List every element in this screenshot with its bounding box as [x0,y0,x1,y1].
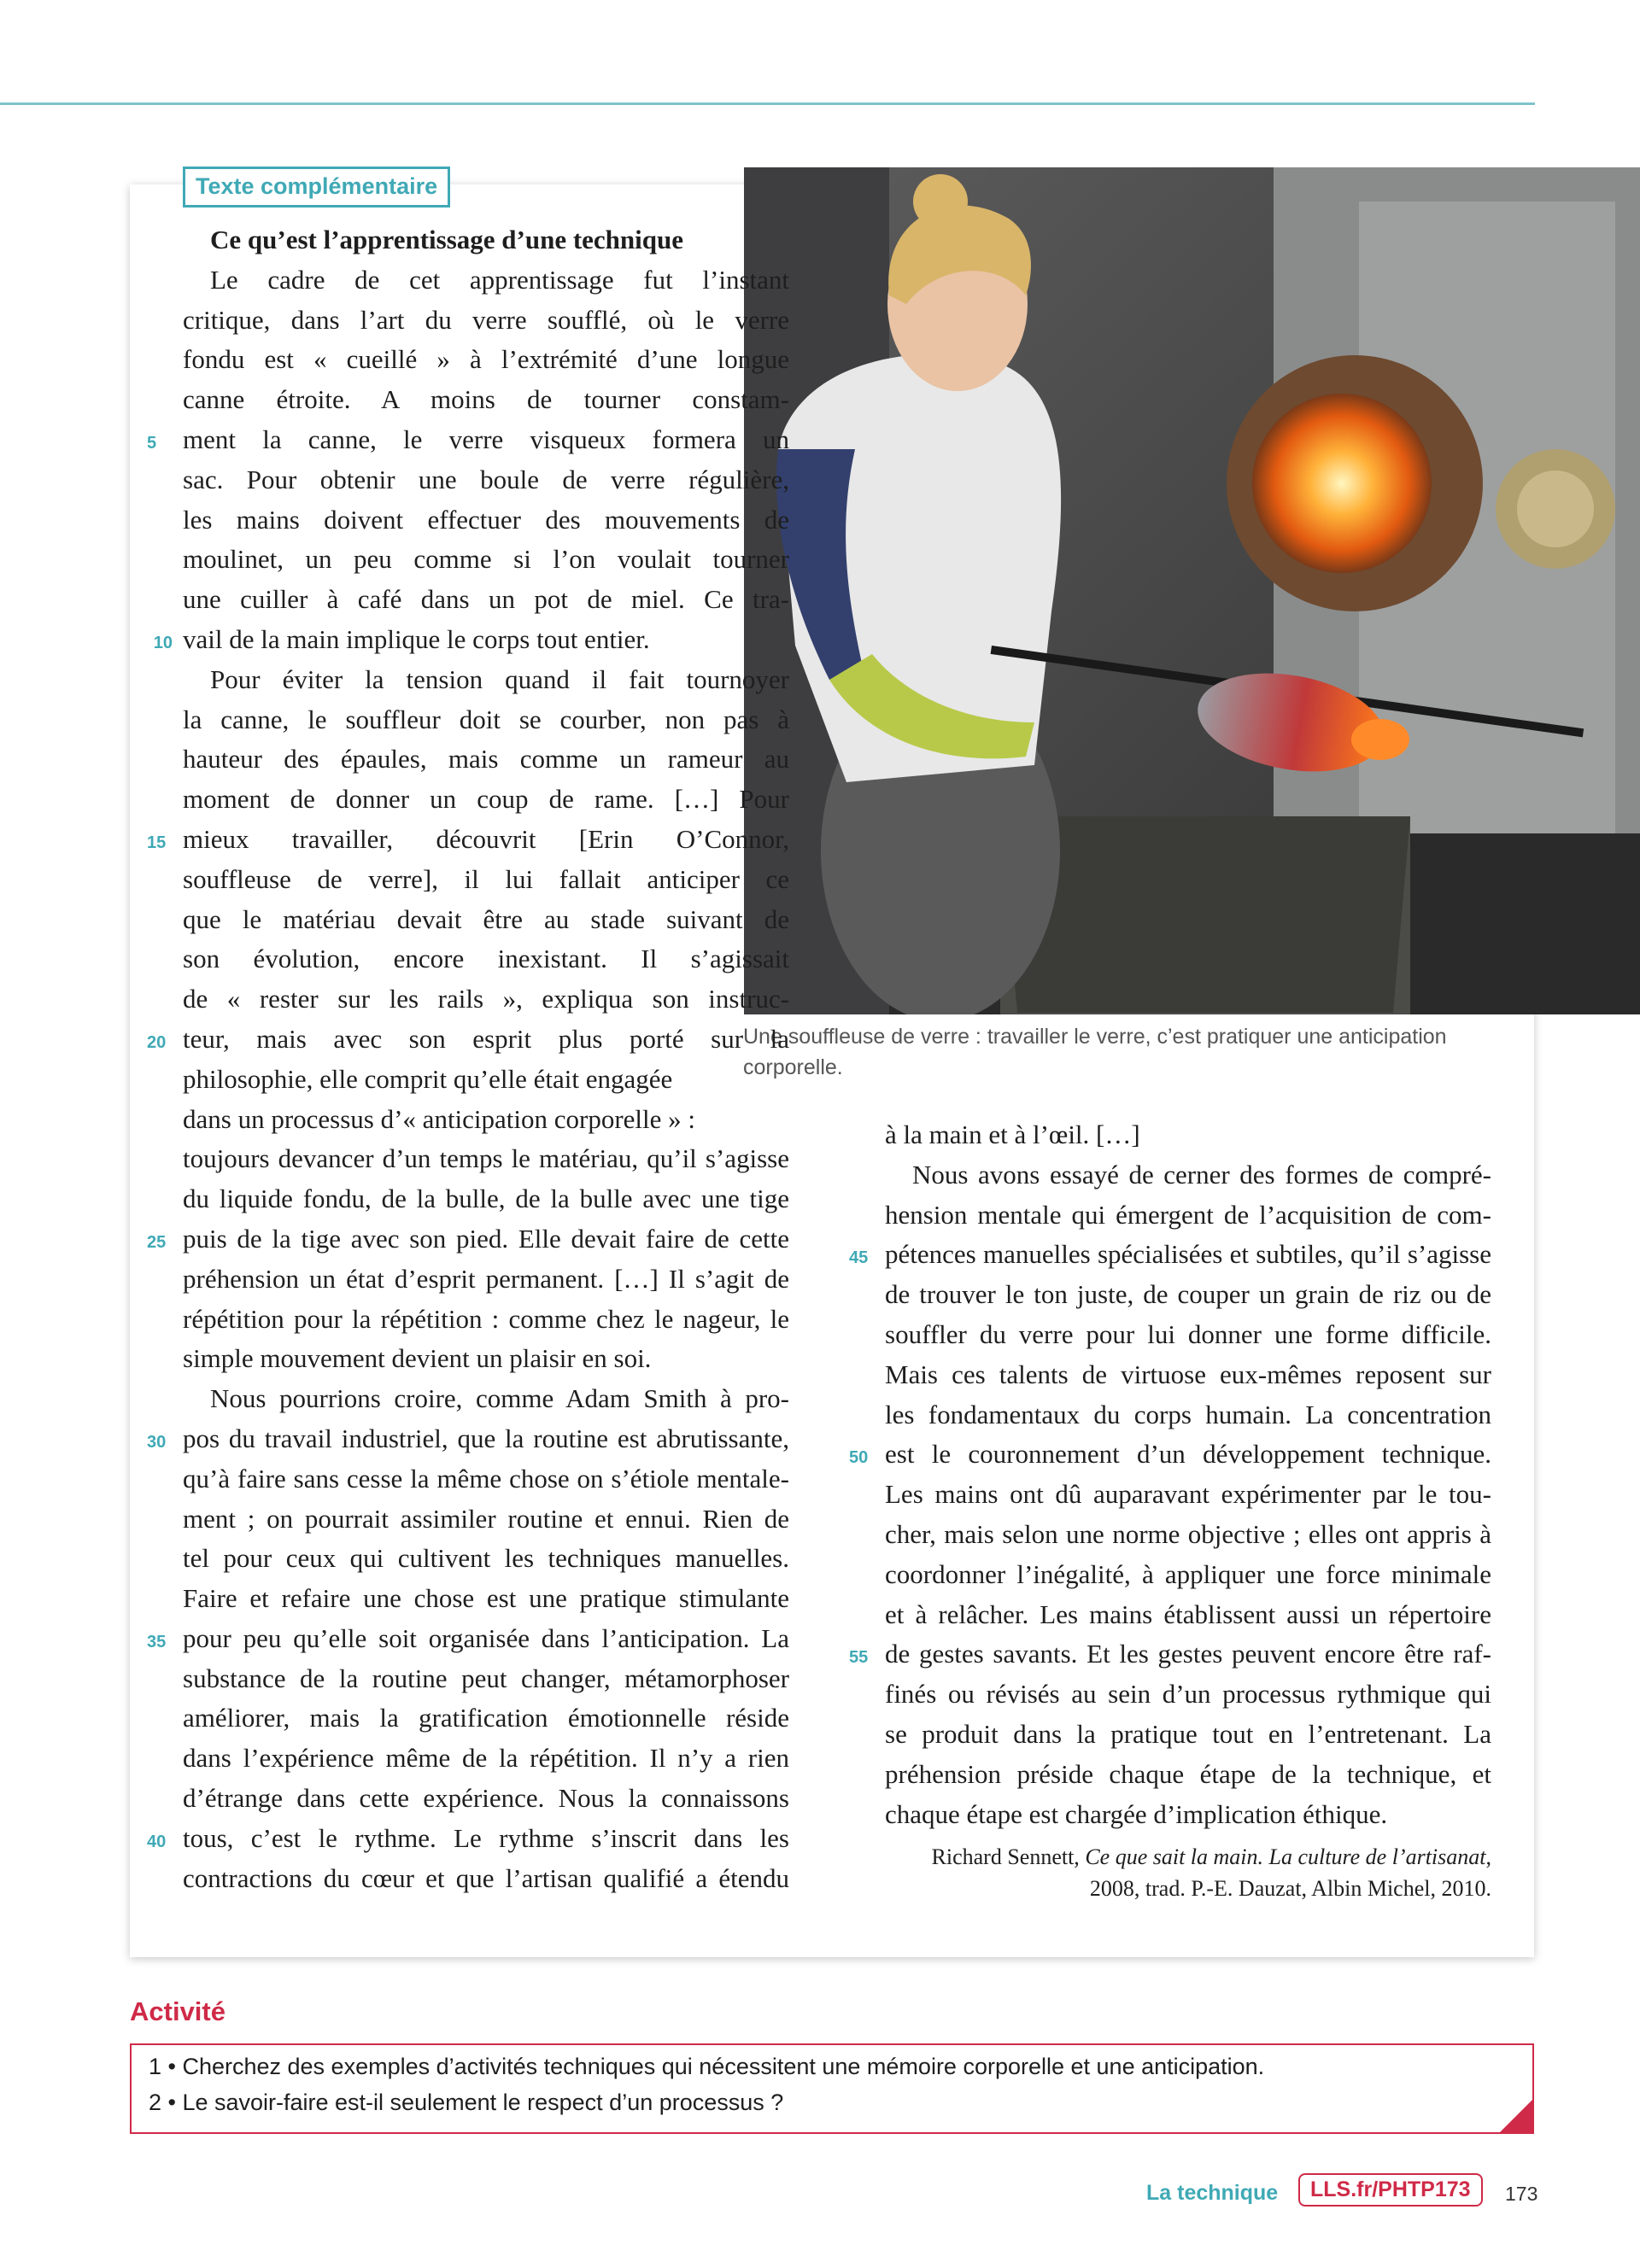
text-line [849,1435,1491,1475]
text-line [885,1755,1491,1795]
line-text: les fondamentaux du corps humain. La concentration [885,1399,1491,1429]
text-line [183,1300,789,1340]
text-line [885,1275,1491,1315]
text-line [147,1020,789,1060]
text-line [183,260,789,301]
top-rule [0,102,1535,105]
left-lines [147,260,789,1899]
text-line [183,1779,789,1819]
line-text: préhension un état d’esprit permanent. […] Il s’agit de [183,1263,789,1294]
line-text: philosophie, elle comprit qu’elle était engagée [183,1063,673,1094]
line-number: 10 [153,633,173,652]
text-line [183,1260,789,1300]
line-text: pos du travail industriel, que la routine est abrutissante, [183,1423,789,1453]
line-number: 15 [147,833,167,852]
line-text: de gestes savants. Et les gestes peuvent encore être raf- [885,1639,1491,1669]
line-text: Les mains ont dû auparavant expérimenter par le tou- [885,1479,1491,1510]
line-text: améliorer, mais la gratification émotionnelle réside [183,1703,789,1733]
line-text: moment de donner un coup de rame. […] Pour [183,784,789,815]
text-line [183,939,789,979]
activity-item: 1 • Cherchez des exemples d’activités techniques qui nécessitent une mémoire corporelle et une anticipation. [149,2054,1265,2079]
text-line [183,1139,789,1179]
activity-box [130,2043,1534,2134]
line-text: Nous avons essayé de cerner des formes de compré- [912,1159,1491,1190]
line-text: critique, dans l’art du verre soufflé, où le verre [183,304,789,335]
text-line [183,1499,789,1540]
text-line [183,500,789,541]
line-text: est le couronnement d’un développement technique. [885,1439,1491,1470]
line-text: dans l’expérience même de la répétition. Il n’y a rien [183,1743,789,1774]
line-text: se produit dans la pratique tout en l’entretenant. La [885,1718,1491,1749]
text-line [183,979,789,1020]
line-text: fondu est « cueillé » à l’extrémité d’une longue [183,344,789,375]
line-text: Pour éviter la tension quand il fait tournoyer [210,663,789,694]
line-text: d’étrange dans cette expérience. Nous la connaissons [183,1783,789,1814]
line-text: coordonner l’inégalité, à appliquer une force minimale [885,1558,1491,1589]
text-line [183,900,789,940]
line-text: son évolution, encore inexistant. Il s’agissait [183,944,789,974]
line-text: moulinet, un peu comme si l’on voulait tourner [183,544,789,575]
line-number: 35 [147,1632,167,1651]
line-text: contractions du cœur et que l’artisan qualifié a étendu [183,1862,789,1893]
text-column-left [147,220,789,1898]
line-text: hension mentale qui émergent de l’acquisition de com- [885,1199,1491,1230]
photo-caption [743,1021,1512,1083]
line-text: tel pour ceux qui cultivent les techniques manuelles. [183,1543,789,1574]
text-title: Ce qu’est l’apprentissage d’une technique [210,225,684,254]
text-line [153,620,789,660]
text-line [147,1819,789,1859]
text-line [183,1179,789,1219]
text-line [183,1659,789,1699]
source-line-2: 2008, trad. P.-E. Dauzat, Albin Michel, 2010. [1089,1876,1491,1901]
line-text: ment ; on pourrait assimiler routine et ennui. Rien de [183,1503,789,1534]
glassblower-photo [744,167,1640,1014]
text-line [147,1419,789,1459]
text-line [183,780,789,820]
caption-line: Une souffleuse de verre : travailler le verre, c’est pratiquer une anticipation [743,1025,1447,1049]
source-author: Richard Sennett, [931,1844,1086,1869]
line-text: pétences manuelles spécialisées et subtiles, qu’il s’agisse [885,1239,1491,1270]
line-text: teur, mais avec son esprit plus porté sur la [183,1023,789,1054]
line-text: cher, mais selon une norme objective ; elles ont appris à [885,1518,1491,1549]
footer-link[interactable]: LLS.fr/PHTP173 [1298,2173,1483,2207]
line-text: de « rester sur les rails », expliqua son instruc- [183,984,789,1014]
text-line [885,1675,1491,1715]
line-number: 20 [147,1032,167,1052]
text-line [183,1739,789,1779]
text-line [183,460,789,500]
line-number: 5 [147,433,157,453]
line-text: toujours devancer d’un temps le matériau, qu’il s’agisse [183,1143,789,1174]
line-text: dans un processus d’« anticipation corporelle » : [183,1103,696,1134]
line-text: du liquide fondu, de la bulle, de la bulle avec une tige [183,1184,789,1214]
line-number: 25 [147,1232,167,1252]
text-line [183,1698,789,1739]
line-text: substance de la routine peut changer, métamorphoser [183,1663,789,1693]
text-line [885,1395,1491,1435]
text-line [885,1715,1491,1755]
glassblower-illustration [744,167,1640,1014]
line-text: chaque étape est chargée d’implication éthique. [885,1798,1388,1829]
text-line [885,1795,1491,1835]
line-number: 45 [849,1248,869,1268]
text-line [183,540,789,580]
text-line [183,1100,789,1140]
line-text: souffler du verre pour lui donner une forme difficile. [885,1318,1491,1349]
source-reference [854,1841,1491,1904]
line-number: 55 [849,1648,869,1668]
text-line [147,1219,789,1260]
text-line [183,1379,789,1419]
line-text: tous, c’est le rythme. Le rythme s’inscrit dans les [183,1822,789,1853]
line-text: canne étroite. A moins de tourner constam- [183,384,789,415]
text-line [885,1155,1491,1195]
source-work: Ce que sait la main. La culture de l’artisanat [1085,1844,1486,1869]
line-number: 30 [147,1432,167,1452]
line-text: les mains doivent effectuer des mouvements de [183,504,789,535]
text-line [885,1515,1491,1555]
text-line [183,1539,789,1579]
text-line [183,1579,789,1619]
line-number: 40 [147,1832,167,1851]
line-text: Nous pourrions croire, comme Adam Smith à pro- [210,1383,789,1414]
line-text: de trouver le ton juste, de couper un grain de riz ou de [885,1279,1491,1310]
text-column-right [849,1115,1491,1834]
line-text: répétition pour la répétition : comme chez le nageur, le [183,1303,789,1334]
text-line [885,1195,1491,1236]
corner-fold-decoration [1500,2100,1532,2132]
text-line [183,1339,789,1379]
line-text: Faire et refaire une chose est une pratique stimulante [183,1583,789,1614]
line-text: puis de la tige avec son pied. Elle devait faire de cette [183,1223,789,1254]
text-line [183,660,789,700]
line-text: hauteur des épaules, mais comme un rameur au [183,744,789,775]
text-line [147,820,789,860]
line-text: pour peu qu’elle soit organisée dans l’anticipation. La [183,1622,789,1653]
line-text: simple mouvement devient un plaisir en soi. [183,1343,652,1374]
text-line [183,1859,789,1899]
text-line [183,700,789,740]
text-line [885,1595,1491,1635]
text-line [183,739,789,780]
text-line [885,1115,1491,1155]
text-line [183,1060,789,1100]
line-text: préhension préside chaque étape de la technique, et [885,1758,1491,1789]
text-line [849,1634,1491,1675]
text-line [183,301,789,341]
line-text: mieux travailler, découvrit [Erin O’Connor, [183,823,789,854]
text-line [183,1459,789,1499]
line-text: Mais ces talents de virtuose eux-mêmes reposent sur [885,1359,1491,1389]
text-line [885,1355,1491,1395]
text-line [183,580,789,620]
text-line [885,1555,1491,1595]
line-text: qu’à faire sans cesse la même chose on s’étiole mentale- [183,1463,789,1493]
line-text: la canne, le souffleur doit se courber, non pas à [183,704,789,734]
text-line [183,860,789,900]
caption-line: corporelle. [743,1055,843,1079]
line-text: ment la canne, le verre visqueux formera un [183,424,789,454]
text-line [183,340,789,380]
line-text: une cuiller à café dans un pot de miel. Ce tra- [183,584,789,615]
line-text: Le cadre de cet apprentissage fut l’instant [210,264,789,295]
line-text: et à relâcher. Les mains établissent aussi un répertoire [885,1599,1491,1629]
text-line [885,1315,1491,1355]
activity-title: Activité [130,1996,226,2026]
footer-section-name: La technique [1146,2181,1279,2205]
line-text: à la main et à l’œil. […] [885,1119,1140,1149]
activity-item: 2 • Le savoir-faire est-il seulement le respect d’un processus ? [149,2090,784,2115]
line-text: souffleuse de verre], il lui fallait anticiper ce [183,863,789,894]
source-line-1 [854,1841,1491,1873]
page-number: 173 [1505,2183,1538,2205]
line-number: 50 [849,1448,869,1468]
line-text: que le matériau devait être au stade suivant de [183,903,789,934]
source-comma: , [1485,1844,1491,1869]
line-text: sac. Pour obtenir une boule de verre régulière, [183,464,789,494]
text-line [147,420,789,460]
text-line [849,1235,1491,1275]
line-text: vail de la main implique le corps tout entier. [183,623,650,654]
text-line [183,380,789,420]
line-text: finés ou révisés au sein d’un processus rythmique qui [885,1679,1491,1710]
text-line [147,1619,789,1659]
section-label: Texte complémentaire [183,167,450,208]
text-line [885,1475,1491,1515]
